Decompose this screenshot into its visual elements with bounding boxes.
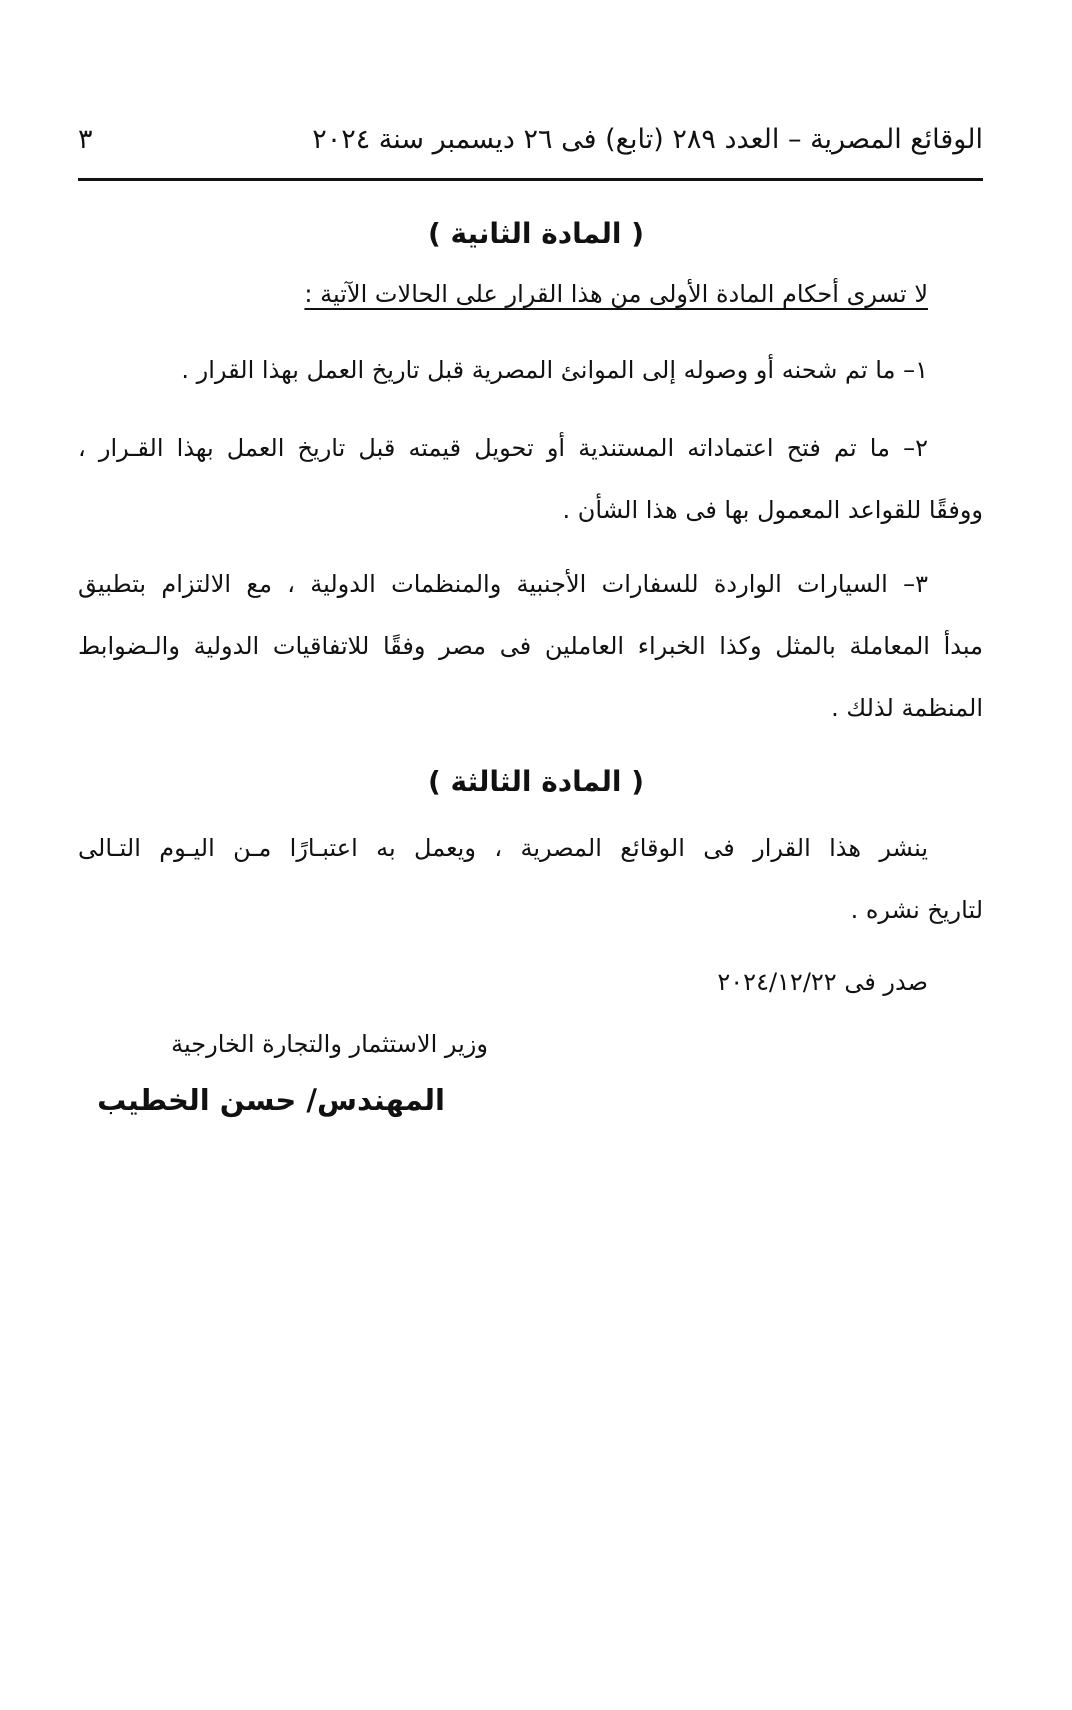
article-3-line-2: لتاريخ نشره . bbox=[850, 896, 983, 924]
article-3-heading: ( المادة الثالثة ) bbox=[427, 765, 645, 798]
minister-name: المهندس/ حسن الخطيب bbox=[97, 1083, 445, 1117]
issue-date: صدر فى ٢٠٢٤/١٢/٢٢ bbox=[717, 968, 928, 996]
article-2-heading: ( المادة الثانية ) bbox=[427, 217, 645, 250]
page-number: ٣ bbox=[78, 124, 93, 155]
article-3-line-1: ينشر هذا القرار فى الوقائع المصرية ، ويعمل به اعتبـارًا مـن اليـوم التـالى bbox=[78, 834, 928, 862]
header-divider bbox=[78, 178, 983, 181]
minister-title: وزير الاستثمار والتجارة الخارجية bbox=[171, 1030, 488, 1058]
page-header bbox=[78, 118, 983, 162]
article-2-item-3-line-3: المنظمة لذلك . bbox=[831, 694, 983, 722]
header-title: الوقائع المصرية – العدد ٢٨٩ (تابع) فى ٢٦ ديسمبر سنة ٢٠٢٤ bbox=[312, 124, 983, 155]
article-2-intro: لا تسرى أحكام المادة الأولى من هذا القرار على الحالات الآتية : bbox=[304, 280, 928, 308]
article-2-item-2-line-2: ووفقًا للقواعد المعمول بها فى هذا الشأن . bbox=[562, 496, 983, 524]
article-2-item-3-line-1: ٣– السيارات الواردة للسفارات الأجنبية والمنظمات الدولية ، مع الالتزام بتطبيق bbox=[78, 570, 928, 598]
article-2-item-1: ١– ما تم شحنه أو وصوله إلى الموانئ المصرية قبل تاريخ العمل بهذا القرار . bbox=[181, 356, 928, 384]
article-2-item-3-line-2: مبدأ المعاملة بالمثل وكذا الخبراء العاملين فى مصر وفقًا للاتفاقيات الدولية والـضوابط bbox=[78, 632, 983, 660]
article-2-item-2-line-1: ٢– ما تم فتح اعتماداته المستندية أو تحويل قيمته قبل تاريخ العمل بهذا القـرار ، bbox=[78, 434, 928, 462]
